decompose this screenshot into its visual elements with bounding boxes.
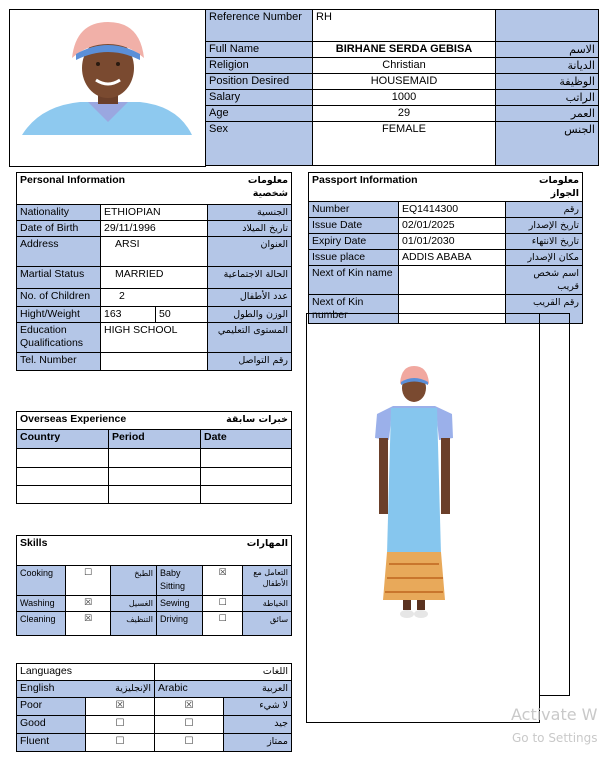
- kin-name-ar: اسم شخص قريب: [506, 266, 583, 295]
- religion-value: Christian: [313, 58, 496, 74]
- skills-table: [16, 535, 292, 636]
- nationality-label: Nationality: [17, 205, 101, 221]
- issue-date-label: Issue Date: [309, 218, 399, 234]
- skill-driving-checkbox[interactable]: ☐: [203, 612, 243, 636]
- dob-value: 29/11/1996: [101, 221, 208, 237]
- side-frame: [539, 313, 570, 696]
- education-label: Education Qualifications: [17, 323, 101, 353]
- overseas-col-country: Country: [17, 430, 109, 449]
- languages-title: Languages: [17, 664, 155, 681]
- arabic-label: Arabic: [155, 681, 224, 698]
- overseas-col-period: Period: [109, 430, 201, 449]
- skill-babysitting-ar: التعامل مع الأطفال: [243, 566, 292, 596]
- level-fluent-ar: ممتاز: [224, 734, 292, 752]
- english-poor-checkbox[interactable]: ☒: [86, 698, 155, 716]
- issue-place-ar: مكان الإصدار: [506, 250, 583, 266]
- marital-status-ar: الحالة الاجتماعية: [208, 267, 292, 289]
- tel-label: Tel. Number: [17, 353, 101, 371]
- sex-label: Sex: [206, 122, 313, 166]
- dob-ar: تاريخ الميلاد: [208, 221, 292, 237]
- overseas-cell: [17, 449, 109, 468]
- marital-status-value: MARRIED: [101, 267, 208, 289]
- height-weight-ar: الوزن والطول: [208, 307, 292, 323]
- age-ar: العمر: [496, 106, 599, 122]
- table-row: [17, 468, 292, 486]
- skill-babysitting-checkbox[interactable]: ☒: [203, 566, 243, 596]
- skill-washing-checkbox[interactable]: ☒: [66, 596, 111, 612]
- expiry-date-value: 01/01/2030: [399, 234, 506, 250]
- issue-place-value: ADDIS ABABA: [399, 250, 506, 266]
- issue-date-value: 02/01/2025: [399, 218, 506, 234]
- children-value: 2: [101, 289, 208, 307]
- full-name-label: Full Name: [206, 42, 313, 58]
- passport-info-title-ar: معلومات الجواز: [506, 173, 583, 202]
- salary-label: Salary: [206, 90, 313, 106]
- dob-label: Date of Birth: [17, 221, 101, 237]
- header-info-table: [205, 9, 599, 166]
- english-label-ar: الإنجليزية: [86, 681, 155, 698]
- full-name-ar: الاسم: [496, 42, 599, 58]
- salary-ar: الراتب: [496, 90, 599, 106]
- position-value: HOUSEMAID: [313, 74, 496, 90]
- tel-value: [101, 353, 208, 371]
- age-value: 29: [313, 106, 496, 122]
- personal-info-title: Personal Information: [17, 173, 208, 205]
- full-name-value: BIRHANE SERDA GEBISA: [313, 42, 496, 58]
- skill-driving-label: Driving: [157, 612, 203, 636]
- level-poor-label: Poor: [17, 698, 86, 716]
- height-value: 163: [101, 307, 156, 323]
- position-ar: الوظيفة: [496, 74, 599, 90]
- position-label: Position Desired: [206, 74, 313, 90]
- skill-cleaning-label: Cleaning: [17, 612, 66, 636]
- marital-status-label: Martial Status: [17, 267, 101, 289]
- arabic-poor-checkbox[interactable]: ☒: [155, 698, 224, 716]
- overseas-cell: [109, 486, 201, 504]
- skill-cooking-checkbox[interactable]: ☐: [66, 566, 111, 596]
- sex-ar: الجنس: [496, 122, 599, 166]
- education-ar: المستوى التعليمي: [208, 323, 292, 353]
- expiry-date-label: Expiry Date: [309, 234, 399, 250]
- address-ar: العنوان: [208, 237, 292, 267]
- skill-sewing-label: Sewing: [157, 596, 203, 612]
- overseas-cell: [201, 468, 292, 486]
- kin-name-value: [399, 266, 506, 295]
- age-label: Age: [206, 106, 313, 122]
- children-ar: عدد الأطفال: [208, 289, 292, 307]
- english-label: English: [17, 681, 86, 698]
- full-body-photo-frame: [306, 313, 540, 723]
- arabic-label-ar: العربية: [224, 681, 292, 698]
- passport-info-table: [308, 172, 583, 324]
- go-to-settings-watermark: Go to Settings: [512, 731, 598, 745]
- skill-washing-ar: الغسيل: [111, 596, 157, 612]
- nationality-value: ETHIOPIAN: [101, 205, 208, 221]
- kin-name-label: Next of Kin name: [309, 266, 399, 295]
- skill-cooking-label: Cooking: [17, 566, 66, 596]
- skills-title-ar: المهارات: [243, 536, 292, 566]
- overseas-cell: [109, 468, 201, 486]
- religion-label: Religion: [206, 58, 313, 74]
- issue-place-label: Issue place: [309, 250, 399, 266]
- table-row: [17, 449, 292, 468]
- overseas-cell: [109, 449, 201, 468]
- level-fluent-label: Fluent: [17, 734, 86, 752]
- level-good-ar: جيد: [224, 716, 292, 734]
- passport-info-title: Passport Information: [309, 173, 506, 202]
- level-poor-ar: لا شيء: [224, 698, 292, 716]
- passport-number-label: Number: [309, 202, 399, 218]
- english-fluent-checkbox[interactable]: ☐: [86, 734, 155, 752]
- education-value: HIGH SCHOOL: [101, 323, 208, 353]
- overseas-cell: [201, 449, 292, 468]
- sex-value: FEMALE: [313, 122, 496, 166]
- religion-ar: الديانة: [496, 58, 599, 74]
- overseas-experience-table: [16, 411, 292, 504]
- level-good-label: Good: [17, 716, 86, 734]
- arabic-fluent-checkbox[interactable]: ☐: [155, 734, 224, 752]
- overseas-cell: [201, 486, 292, 504]
- overseas-title: Overseas Experience: [17, 412, 201, 430]
- skill-sewing-checkbox[interactable]: ☐: [203, 596, 243, 612]
- personal-info-title-ar: معلومات شخصية: [208, 173, 292, 205]
- skill-driving-ar: سائق: [243, 612, 292, 636]
- kin-number-label: Next of Kin number: [309, 295, 399, 324]
- overseas-col-date: Date: [201, 430, 292, 449]
- skill-cleaning-ar: التنظيف: [111, 612, 157, 636]
- reference-number-value: RH: [313, 10, 496, 42]
- kin-number-ar: رقم القريب: [506, 295, 583, 324]
- languages-table: [16, 663, 292, 752]
- skill-babysitting-label: Baby Sitting: [157, 566, 203, 596]
- issue-date-ar: تاريخ الإصدار: [506, 218, 583, 234]
- nationality-ar: الجنسية: [208, 205, 292, 221]
- english-good-checkbox[interactable]: ☐: [86, 716, 155, 734]
- portrait-photo-box: [9, 9, 206, 167]
- children-label: No. of Children: [17, 289, 101, 307]
- passport-number-value: EQ1414300: [399, 202, 506, 218]
- table-row: [17, 486, 292, 504]
- skill-cooking-ar: الطبخ: [111, 566, 157, 596]
- salary-value: 1000: [313, 90, 496, 106]
- reference-number-ar: [496, 10, 599, 42]
- weight-value: 50: [156, 307, 208, 323]
- reference-number-label: Reference Number: [206, 10, 313, 42]
- skills-title: Skills: [17, 536, 243, 566]
- address-value: ARSI: [101, 237, 208, 267]
- skill-cleaning-checkbox[interactable]: ☒: [66, 612, 111, 636]
- skill-sewing-ar: الخياطة: [243, 596, 292, 612]
- languages-title-ar: اللغات: [155, 664, 292, 681]
- headshot-photo: [10, 10, 206, 166]
- overseas-cell: [17, 468, 109, 486]
- expiry-date-ar: تاريخ الانتهاء: [506, 234, 583, 250]
- height-weight-label: Hight/Weight: [17, 307, 101, 323]
- overseas-cell: [17, 486, 109, 504]
- address-label: Address: [17, 237, 101, 267]
- full-body-photo: [307, 314, 539, 722]
- tel-ar: رقم التواصل: [208, 353, 292, 371]
- passport-number-ar: رقم: [506, 202, 583, 218]
- personal-info-table: [16, 172, 292, 371]
- skill-washing-label: Washing: [17, 596, 66, 612]
- overseas-title-ar: خبرات سابقة: [201, 412, 292, 430]
- activate-windows-watermark: Activate W: [511, 705, 598, 724]
- arabic-good-checkbox[interactable]: ☐: [155, 716, 224, 734]
